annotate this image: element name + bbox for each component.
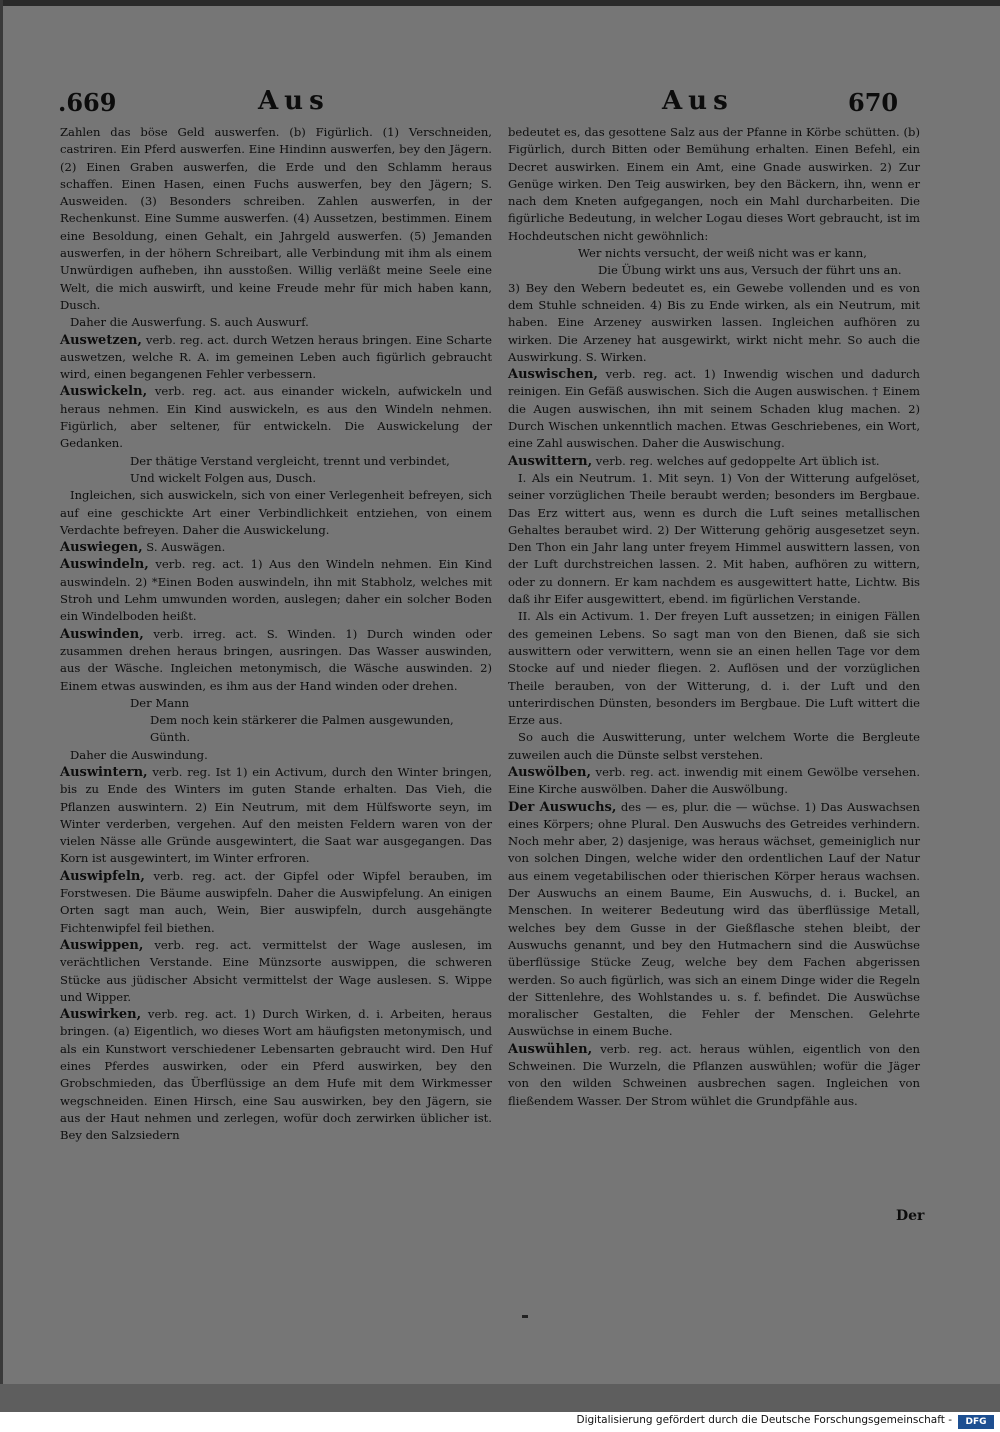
dictionary-entry bbox=[60, 332, 492, 384]
entry-text: So auch die Auswitterung, unter welchem Worte die Bergleute zuweilen auch die Dünste selbst verstehen. bbox=[508, 730, 920, 762]
dictionary-entry bbox=[508, 245, 920, 262]
entry-text: Zahlen das böse Geld auswerfen. (b) Figürlich. (1) Verschneiden, castriren. Ein Pferd auswerfen. Eine Hindinn auswerfen, bey den Jägern. (2) Einen Graben auswerfen, die Erde und den Schlamm heraus schaffen. Einen Hasen, einen Fuchs auswerfen, bey den Jägern; S. Ausweiden. (3) Besonders schreiben. Zahlen auswerfen, in der Rechenkunst. Eine Summe auswerfen. (4) Aussetzen, bestimmen. Einem eine Besoldung, einen Gehalt, ein Jahrgeld auswerfen. (5) Jemanden auswerfen, in der höhern Schreibart, alle Verbindung mit ihm als einem Unwürdigen aufheben, ihn ausstoßen. Willig verläßt meine Seele eine Welt, die mich auswirft, und keine Freude mehr für mich haben kann, Dusch. bbox=[60, 125, 492, 312]
dictionary-entry bbox=[60, 937, 492, 1006]
entry-text: bedeutet es, das gesottene Salz aus der Pfanne in Körbe schütten. (b) Figürlich, durch Bitten oder Bemühung erhalten. Einen Befehl, ein Decret auswirken. Einem ein Amt, eine Gnade auswirken. 2) Zur Genüge wirken. Den Teig auswirken, bey den Bäckern, ihn, wenn er nach dem Kneten aufgegangen, noch ein Mahl durcharbeiten. Die figürliche Bedeutung, in welcher Logau dieses Wort gebraucht, ist im Hochdeutschen nicht gewöhnlich: bbox=[508, 125, 920, 243]
dictionary-entry bbox=[60, 383, 492, 452]
dictionary-entry bbox=[60, 314, 492, 331]
footer-bar bbox=[0, 1412, 1000, 1432]
entry-text: verb. reg. act. inwendig mit einem Gewölbe versehen. Eine Kirche auswölben. Daher die Auswölbung. bbox=[508, 764, 921, 797]
entry-text: verb. reg. act. der Gipfel oder Wipfel berauben, im Forstwesen. Die Bäume auswipfeln. Daher die Auswipfelung. An einigen Orten sagt man auch, Wein, Bier auswipfeln, durch ausgehängte Fichtenwipfel feil biethen. bbox=[60, 868, 492, 935]
entry-text: Wer nichts versucht, der weiß nicht was er kann, bbox=[578, 246, 867, 261]
scan-top-edge bbox=[0, 0, 1000, 6]
entry-headword: Der Auswuchs, bbox=[508, 799, 617, 815]
entry-text: Die Übung wirkt uns aus, Versuch der führt uns an. bbox=[598, 263, 902, 278]
dictionary-entry bbox=[60, 1006, 492, 1144]
dictionary-entry bbox=[60, 470, 492, 487]
dictionary-entry bbox=[508, 799, 920, 1041]
entry-text: Der Mann bbox=[130, 695, 190, 710]
catchword: Der bbox=[896, 1208, 925, 1224]
dictionary-entry bbox=[60, 556, 492, 625]
dfg-logo: DFG bbox=[958, 1415, 994, 1429]
entry-text: 3) Bey den Webern bedeutet es, ein Gewebe vollenden und es von dem Stuhle schneiden. 4) Bis zu Ende wirken, als ein Neutrum, mit haben. Eine Arzeney auswirken lassen. Ingleichen aufhören zu wirken. Die Arzeney hat ausgewirkt, wirkt nicht mehr. So auch die Auswirkung. S. Wirken. bbox=[508, 280, 920, 364]
entry-headword: Auswickeln, bbox=[60, 384, 148, 400]
entry-text: verb. reg. act. 1) Inwendig wischen und dadurch reinigen. Ein Gefäß auswischen. Sich die Augen auswischen. † Einem die Augen auswischen, ihn mit seinem Schaden klug machen. 2) Durch Wischen unkenntlich machen. Etwas Geschriebenes, ein Wort, eine Zahl auswischen. Daher die Auswischung. bbox=[508, 367, 920, 451]
entry-headword: Auswirken, bbox=[60, 1007, 142, 1023]
right-page-number: 670 bbox=[848, 88, 899, 117]
dictionary-entry bbox=[60, 695, 492, 712]
scan-bottom-edge bbox=[0, 1384, 1000, 1412]
entry-text: Dem noch kein stärkerer die Palmen ausgewunden, Günth. bbox=[150, 713, 454, 745]
entry-headword: Auswittern, bbox=[508, 453, 593, 469]
entry-text: des — es, plur. die — wüchse. 1) Das Auswachsen eines Körpers; ohne Plural. Den Auswuchs des Getreides verhindern. Noch mehr aber, 2) dasjenige, was heraus wächset, gemeiniglich nur von solchen Dingen, welche wider den ordentlichen Lauf der Natur aus einem vegetabilischen oder thierischen Körper heraus wachsen. Der Auswuchs an einem Baume, Ein Auswuchs, d. i. Buckel, an Menschen. In weiterer Bedeutung wird das überflüssige Metall, welches bey dem Gusse in der Gießflasche stehen bleibt, der Auswuchs genannt, und bey den Hutmachern sind die Auswüchse überflüssige Stücke Zeug, welche bey dem Fachen abgerissen werden. So auch figürlich, was sich an einem Dinge wider die Regeln der Sittenlehre, des Wohlstandes u. s. f. befindet. Die Auswüchse moralischer Gestalten, die Fehler der Menschen. Gelehrte Auswüchse in einem Buche. bbox=[508, 799, 921, 1039]
entry-headword: Auswühlen, bbox=[508, 1041, 593, 1057]
dictionary-entry bbox=[60, 626, 492, 695]
entry-text: verb. irreg. act. S. Winden. 1) Durch winden oder zusammen drehen heraus bringen, ausringen. Das Wasser auswinden, aus der Wäsche. Ingleichen metonymisch, die Wäsche auswinden. 2) Einem etwas auswinden, es ihm aus der Hand winden oder drehen. bbox=[60, 626, 493, 693]
left-page-number: .669 bbox=[58, 88, 117, 117]
entry-text: verb. reg. Ist 1) ein Activum, durch den Winter bringen, bis zu Ende des Winters im guten Stande erhalten. Das Vieh, die Pflanzen auswintern. 2) Ein Neutrum, mit dem Hülfsworte seyn, im Winter verderben, vergehen. Auf den meisten Feldern waren von der vielen Nässe alle Gründe ausgewintert, die Saat war ausgegangen. Das Korn ist ausgewintert, im Winter erfroren. bbox=[60, 764, 492, 866]
dictionary-entry bbox=[60, 124, 492, 314]
entry-text: verb. reg. act. vermittelst der Wage auslesen, im verächtlichen Verstande. Eine Münzsorte auswippen, die schweren Stücke aus jüdischer Absicht vermittelst der Wage auslesen. S. Wippe und Wipper. bbox=[60, 937, 492, 1004]
entry-text: Daher die Auswerfung. S. auch Auswurf. bbox=[70, 315, 309, 330]
entry-headword: Auswiegen, bbox=[60, 540, 143, 556]
entry-text: verb. reg. act. aus einander wickeln, aufwickeln und heraus nehmen. Ein Kind auswickeln, es aus den Windeln nehmen. Figürlich, aber seltener, für entwickeln. Die Auswickelung der Gedanken. bbox=[60, 384, 492, 451]
dictionary-entry bbox=[60, 868, 492, 937]
entry-headword: Auswetzen, bbox=[60, 332, 142, 348]
entry-text: verb. reg. act. 1) Durch Wirken, d. i. Arbeiten, heraus bringen. (a) Eigentlich, wo dieses Wort am häufigsten metonymisch, und als ein Kunstwort verschiedener Lebensarten gebraucht wird. Den Huf eines Pferdes auswirken, oder ein Pferd auswirken, bey den Grobschmieden, das Überflüssige an dem Hufe mit dem Wirkmesser wegschneiden. Einen Hirsch, eine Sau auswirken, bey den Jägern, sie aus der Haut nehmen und zerlegen, wofür doch zerwirken üblicher ist. Bey den Salzsiedern bbox=[60, 1007, 493, 1143]
entry-text: verb. reg. act. heraus wühlen, eigentlich von den Schweinen. Die Wurzeln, die Pflanzen auswühlen; wofür die Jäger von den wilden Schweinen ausbrechen sagen. Ingleichen von fließendem Wasser. Der Strom wühlet die Grundpfähle aus. bbox=[508, 1041, 921, 1108]
entry-headword: Auswipfeln, bbox=[60, 868, 145, 884]
dictionary-entry bbox=[60, 487, 492, 539]
entry-headword: Auswindeln, bbox=[60, 557, 149, 573]
right-column bbox=[508, 124, 920, 1110]
dictionary-entry bbox=[508, 729, 920, 764]
entry-headword: Auswölben, bbox=[508, 764, 591, 780]
dictionary-entry bbox=[508, 1041, 920, 1110]
dictionary-entry bbox=[508, 280, 920, 366]
entry-text: Ingleichen, sich auswickeln, sich von einer Verlegenheit befreyen, sich auf eine geschickte Art einer Verbindlichkeit entziehen, von einem Verdachte befreyen. Daher die Auswickelung. bbox=[60, 488, 492, 537]
dictionary-entry bbox=[60, 764, 492, 868]
entry-headword: Auswippen, bbox=[60, 937, 144, 953]
entry-text: II. Als ein Activum. 1. Der freyen Luft aussetzen; in einigen Fällen des gemeinen Lebens. So sagt man von den Bienen, daß sie sich auswittern oder verwittern, wenn sie an einen hellen Tage vor dem Stocke auf und nieder fliegen. 2. Auflösen und der vorzüglichen Theile berauben, von der Witterung, d. i. der Luft und den unterirdischen Dünsten, besonders im Bergbaue. Die Luft wittert die Erze aus. bbox=[508, 609, 920, 728]
dictionary-entry bbox=[508, 453, 920, 470]
entry-text: Und wickelt Folgen aus, Dusch. bbox=[130, 470, 316, 485]
dictionary-entry bbox=[60, 539, 492, 556]
scan-left-edge bbox=[0, 0, 3, 1412]
dictionary-entry bbox=[60, 712, 492, 747]
ink-speck bbox=[522, 1315, 528, 1318]
dictionary-entry bbox=[508, 366, 920, 452]
entry-text: verb. reg. act. 1) Aus den Windeln nehmen. Ein Kind auswindeln. 2) *Einen Boden auswindeln, ihn mit Stabholz, welches mit Stroh und Lehm umwunden worden, auslegen; daher ein solcher Boden ein Windelboden heißt. bbox=[60, 557, 493, 624]
dictionary-entry bbox=[60, 453, 492, 470]
entry-headword: Auswinden, bbox=[60, 626, 144, 642]
dictionary-entry bbox=[508, 608, 920, 729]
entry-headword: Auswintern, bbox=[60, 764, 148, 780]
dictionary-entry bbox=[508, 124, 920, 245]
left-running-head: Aus bbox=[258, 86, 330, 116]
dictionary-entry bbox=[508, 470, 920, 608]
dictionary-entry bbox=[60, 747, 492, 764]
right-running-head: Aus bbox=[662, 86, 734, 116]
dictionary-entry bbox=[508, 764, 920, 799]
entry-text: verb. reg. act. durch Wetzen heraus bringen. Eine Scharte auswetzen, welche R. A. im gemeinen Leben auch figürlich gebraucht wird, einen begangenen Fehler verbessern. bbox=[60, 332, 492, 382]
dictionary-entry bbox=[508, 262, 920, 279]
entry-text: I. Als ein Neutrum. 1. Mit seyn. 1) Von der Witterung aufgelöset, seiner vorzüglichen Theile beraubt werden; besonders im Bergbaue. Das Erz wittert aus, wenn es durch die Luft seines metallischen Gehaltes beraubet wird. 2) Der Witterung gehörig ausgesetzet seyn. Den Thon ein Jahr lang unter freyem Himmel auswittern lassen, von der Luft durchstreichen lassen. 2. Mit haben, aufhören zu wittern, oder zu donnern. Er kam nachdem es ausgewittert hatte, Lichtw. Bis daß ihr Eifer ausgewittert, ebend. im figürlichen Verstande. bbox=[508, 470, 920, 607]
entry-text: verb. reg. welches auf gedoppelte Art üblich ist. bbox=[595, 453, 880, 468]
entry-headword: Auswischen, bbox=[508, 367, 598, 383]
entry-text: S. Auswägen. bbox=[146, 540, 226, 555]
left-column bbox=[60, 124, 492, 1145]
footer-credit: Digitalisierung gefördert durch die Deutsche Forschungsgemeinschaft - bbox=[576, 1414, 952, 1426]
entry-text: Daher die Auswindung. bbox=[70, 747, 208, 762]
entry-text: Der thätige Verstand vergleicht, trennt und verbindet, bbox=[130, 453, 450, 468]
